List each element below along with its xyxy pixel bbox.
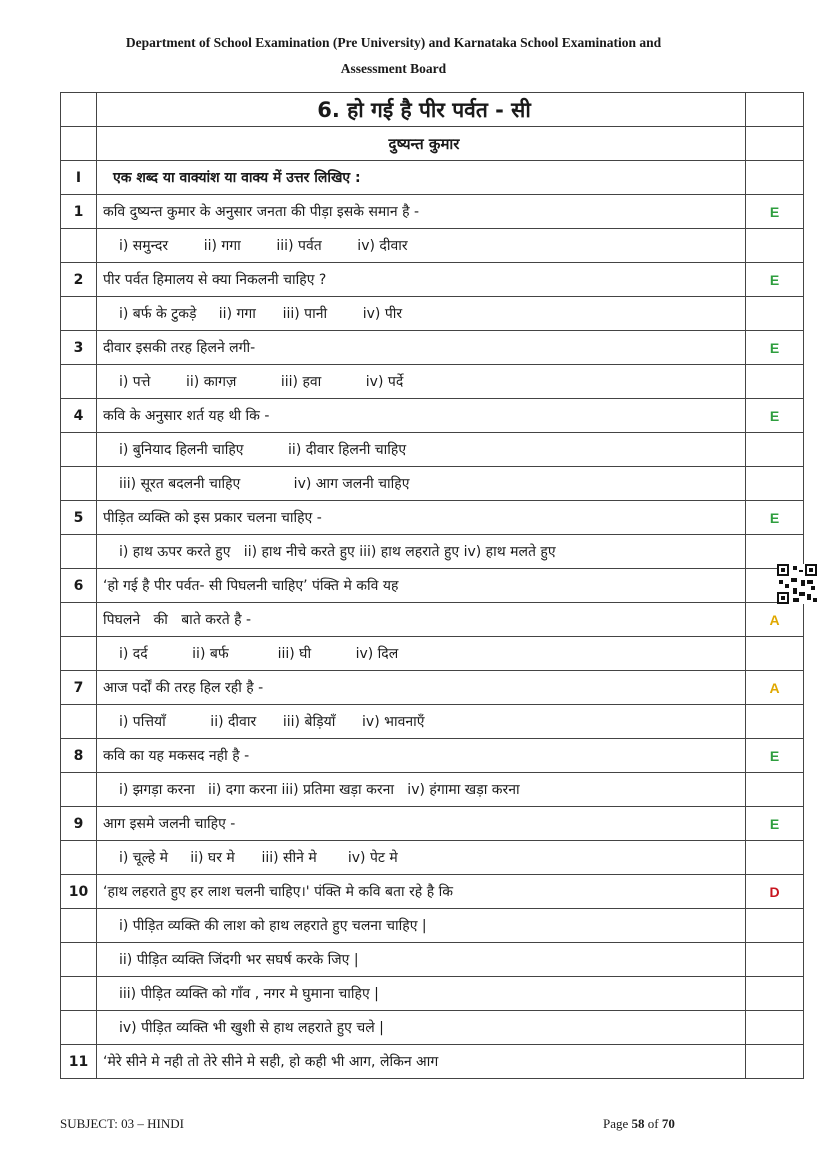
option-row (61, 433, 804, 467)
author-level-cell (746, 127, 804, 161)
difficulty-level: E (746, 739, 804, 773)
answer-options: i) पीड़ित व्यक्ति की लाश को हाथ लहराते हुए चलना चाहिए | (97, 909, 746, 943)
option-row (61, 535, 804, 569)
option-row (61, 909, 804, 943)
answer-options: iv) पीड़ित व्यक्ति भी खुशी से हाथ लहराते हुए चले | (97, 1011, 746, 1045)
question-number (61, 467, 97, 501)
question-row (61, 1045, 804, 1079)
section-level-cell (746, 161, 804, 195)
answer-options: iii) पीड़ित व्यक्ति को गाँव , नगर मे घुमाना चाहिए | (97, 977, 746, 1011)
option-row (61, 229, 804, 263)
difficulty-level (746, 977, 804, 1011)
difficulty-level: E (746, 501, 804, 535)
answer-options: i) समुन्दर ii) गगा iii) पर्वत iv) दीवार (97, 229, 746, 263)
option-row (61, 705, 804, 739)
question-text: आग इसमे जलनी चाहिए - (97, 807, 746, 841)
question-number: 7 (61, 671, 97, 705)
question-number (61, 637, 97, 671)
page-number: 58 (631, 1116, 645, 1131)
difficulty-level (746, 229, 804, 263)
answer-options: iii) सूरत बदलनी चाहिए iv) आग जलनी चाहिए (97, 467, 746, 501)
difficulty-level (746, 467, 804, 501)
question-text: पीड़ित व्यक्ति को इस प्रकार चलना चाहिए - (97, 501, 746, 535)
question-text: ‘हो गई है पीर पर्वत- सी पिघलनी चाहिए’ पंक्ति मे कवि यह (97, 569, 746, 603)
question-number (61, 603, 97, 637)
difficulty-level (746, 297, 804, 331)
question-table (60, 92, 804, 1079)
section-instruction: एक शब्द या वाक्यांश या वाक्य में उत्तर लिखिए : (97, 161, 746, 195)
difficulty-level: E (746, 263, 804, 297)
question-row (61, 501, 804, 535)
question-row (61, 195, 804, 229)
footer-subject: SUBJECT: 03 – HINDI (60, 1116, 184, 1131)
question-number: 2 (61, 263, 97, 297)
question-row (61, 875, 804, 909)
author-num-cell (61, 127, 97, 161)
question-row (61, 569, 804, 603)
option-row (61, 841, 804, 875)
footer-page (603, 1116, 675, 1132)
question-row (61, 671, 804, 705)
difficulty-level (746, 841, 804, 875)
question-number (61, 977, 97, 1011)
difficulty-level (746, 705, 804, 739)
header-line-1: Department of School Examination (Pre University) and Karnataka School Examination and (125, 35, 662, 50)
option-row (61, 365, 804, 399)
difficulty-level: E (746, 399, 804, 433)
difficulty-level: E (746, 807, 804, 841)
answer-options: i) पत्ते ii) कागज़ iii) हवा iv) पर्दे (97, 365, 746, 399)
difficulty-level (746, 365, 804, 399)
answer-options: i) झगड़ा करना ii) दगा करना iii) प्रतिमा खड़ा करना iv) हंगामा खड़ा करना (97, 773, 746, 807)
answer-options: i) बुनियाद हिलनी चाहिए ii) दीवार हिलनी चाहिए (97, 433, 746, 467)
question-number: 9 (61, 807, 97, 841)
question-number (61, 705, 97, 739)
option-row (61, 977, 804, 1011)
chapter-title: 6. हो गई है पीर पर्वत - सी (97, 93, 746, 127)
question-text: पिघलने की बाते करते है - (97, 603, 746, 637)
title-level-cell (746, 93, 804, 127)
question-number (61, 841, 97, 875)
question-text: ‘मेरे सीने मे नही तो तेरे सीने मे सही, हो कही भी आग, लेकिन आग (97, 1045, 746, 1079)
title-row (61, 93, 804, 127)
question-number (61, 297, 97, 331)
option-row (61, 773, 804, 807)
document-header (0, 30, 787, 82)
question-number (61, 229, 97, 263)
question-text: कवि दुष्यन्त कुमार के अनुसार जनता की पीड़ा इसके समान है - (97, 195, 746, 229)
question-row (61, 739, 804, 773)
question-number (61, 433, 97, 467)
question-row (61, 603, 804, 637)
difficulty-level (746, 637, 804, 671)
question-row (61, 807, 804, 841)
question-row (61, 399, 804, 433)
section-number: I (61, 161, 97, 195)
answer-options: ii) पीड़ित व्यक्ति जिंदगी भर सघर्ष करके जिए | (97, 943, 746, 977)
question-number: 10 (61, 875, 97, 909)
question-number: 4 (61, 399, 97, 433)
difficulty-level (746, 909, 804, 943)
page-prefix: Page (603, 1116, 629, 1131)
qr-code-icon (777, 564, 817, 604)
question-number: 1 (61, 195, 97, 229)
question-number: 8 (61, 739, 97, 773)
question-number (61, 1011, 97, 1045)
author-row (61, 127, 804, 161)
option-row (61, 637, 804, 671)
question-number (61, 535, 97, 569)
option-row (61, 1011, 804, 1045)
question-row (61, 331, 804, 365)
title-num-cell (61, 93, 97, 127)
answer-options: i) दर्द ii) बर्फ iii) घी iv) दिल (97, 637, 746, 671)
question-number (61, 773, 97, 807)
difficulty-level: A (746, 603, 804, 637)
header-line-2: Assessment Board (340, 61, 447, 76)
question-row (61, 263, 804, 297)
option-row (61, 297, 804, 331)
question-text: कवि के अनुसार शर्त यह थी कि - (97, 399, 746, 433)
page-total: 70 (661, 1116, 675, 1131)
question-number (61, 909, 97, 943)
question-number (61, 365, 97, 399)
question-text: ‘हाथ लहराते हुए हर लाश चलनी चाहिए।' पंक्ति मे कवि बता रहे है कि (97, 875, 746, 909)
difficulty-level (746, 1045, 804, 1079)
difficulty-level (746, 433, 804, 467)
section-row (61, 161, 804, 195)
question-text: दीवार इसकी तरह हिलने लगी- (97, 331, 746, 365)
question-number: 3 (61, 331, 97, 365)
difficulty-level: A (746, 671, 804, 705)
question-text: कवि का यह मकसद नही है - (97, 739, 746, 773)
question-number: 11 (61, 1045, 97, 1079)
difficulty-level (746, 773, 804, 807)
answer-options: i) बर्फ के टुकड़े ii) गगा iii) पानी iv) पीर (97, 297, 746, 331)
answer-options: i) चूल्हे मे ii) घर मे iii) सीने मे iv) पेट मे (97, 841, 746, 875)
question-text: आज पर्दों की तरह हिल रही है - (97, 671, 746, 705)
option-row (61, 943, 804, 977)
difficulty-level: D (746, 875, 804, 909)
question-number: 6 (61, 569, 97, 603)
question-number (61, 943, 97, 977)
page-of: of (647, 1116, 659, 1131)
answer-options: i) हाथ ऊपर करते हुए ii) हाथ नीचे करते हुए iii) हाथ लहराते हुए iv) हाथ मलते हुए (97, 535, 746, 569)
chapter-author: दुष्यन्त कुमार (97, 127, 746, 161)
question-text: पीर पर्वत हिमालय से क्या निकलनी चाहिए ? (97, 263, 746, 297)
difficulty-level (746, 1011, 804, 1045)
question-number: 5 (61, 501, 97, 535)
answer-options: i) पत्तियाँ ii) दीवार iii) बेड़ियाँ iv) भावनाएँ (97, 705, 746, 739)
option-row (61, 467, 804, 501)
difficulty-level (746, 943, 804, 977)
difficulty-level: E (746, 331, 804, 365)
difficulty-level: E (746, 195, 804, 229)
